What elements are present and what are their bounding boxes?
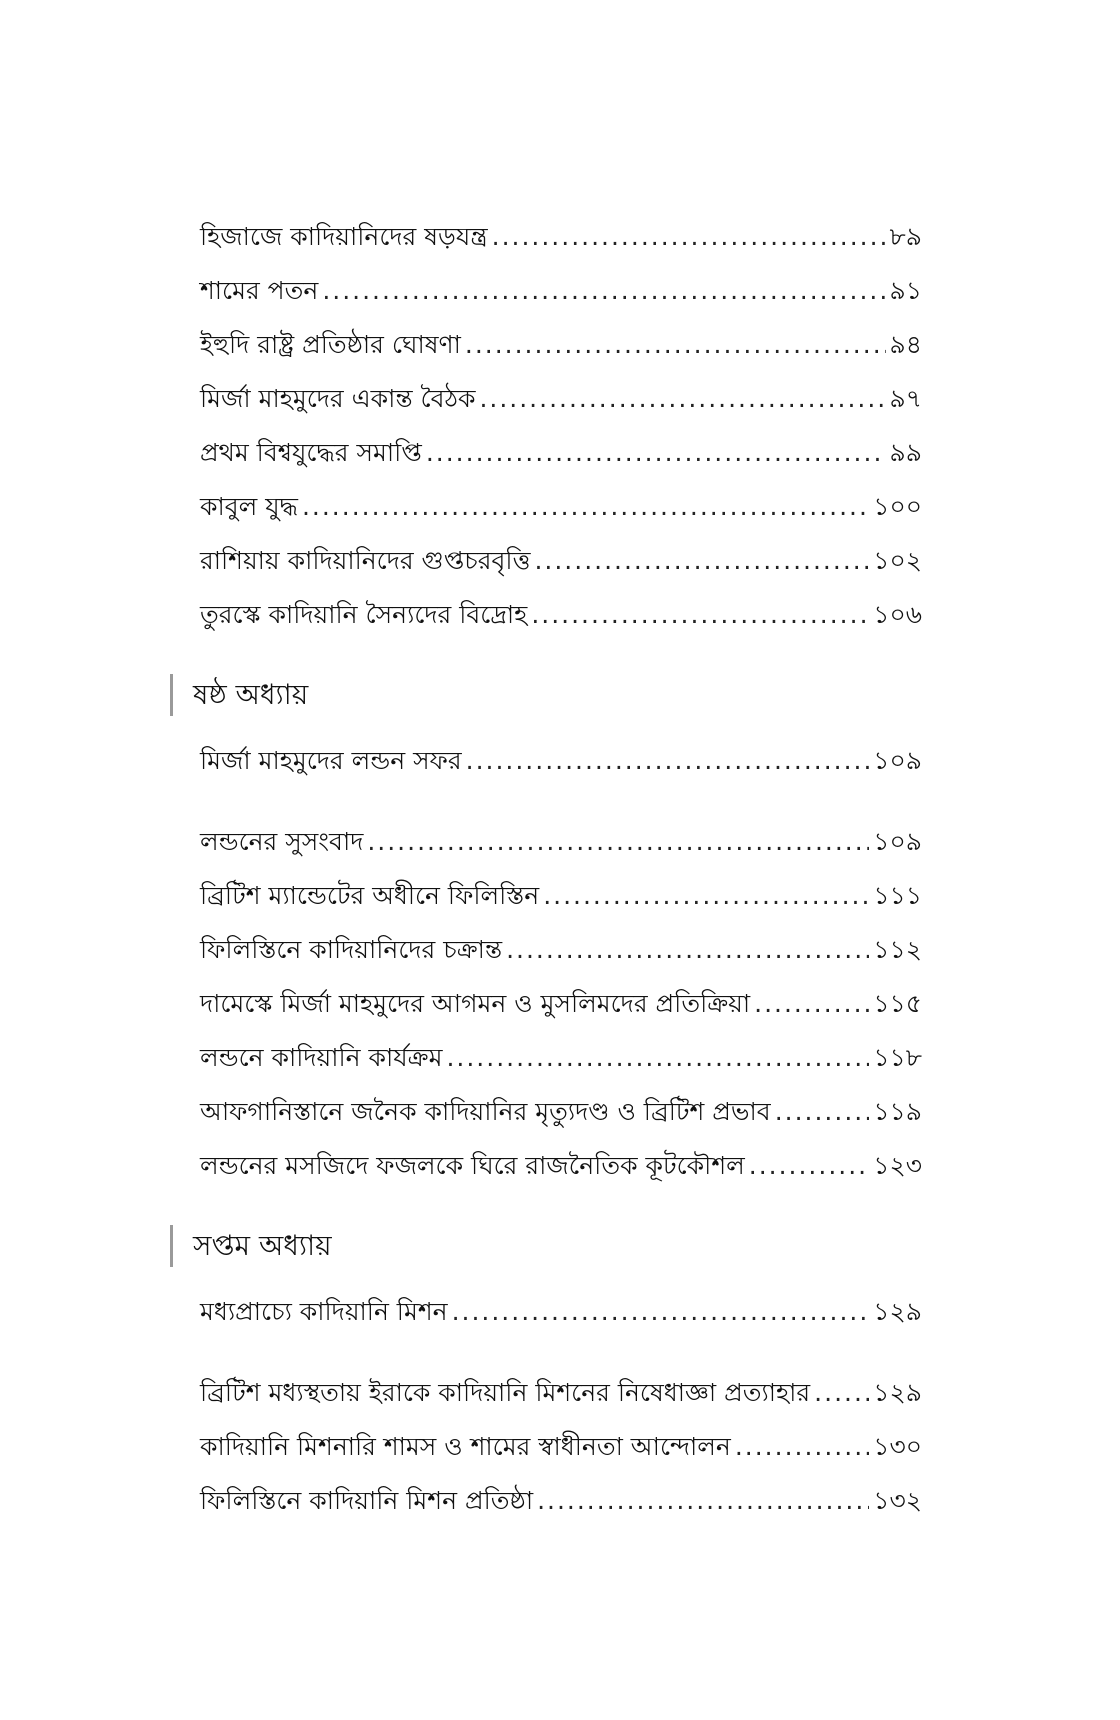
toc-entry — [200, 876, 922, 916]
toc-entry-title: ফিলিস্তিনে কাদিয়ানি মিশন প্রতিষ্ঠা — [200, 1486, 534, 1515]
toc-entry — [200, 217, 922, 257]
toc-entry-title: ব্রিটিশ ম্যান্ডেটের অধীনে ফিলিস্তিন — [200, 881, 540, 910]
toc-entry-page: ১০২ — [873, 546, 922, 575]
toc-entry-title: লন্ডনের সুসংবাদ — [200, 827, 364, 856]
toc-entry — [200, 822, 922, 862]
toc-entry-page: ৯১ — [889, 276, 922, 305]
dot-leader — [465, 325, 886, 365]
toc-entry-title: লন্ডনের মসজিদে ফজলকে ঘিরে রাজনৈতিক কূটকৌশল — [200, 1151, 745, 1180]
dot-leader — [466, 741, 870, 781]
toc-entry-page: ৮৯ — [889, 222, 922, 251]
dot-leader — [749, 1146, 870, 1186]
toc-entry-title: মধ্যপ্রাচ্যে কাদিয়ানি মিশন — [200, 1297, 448, 1326]
toc-entry-title: তুরস্কে কাদিয়ানি সৈন্যদের বিদ্রোহ — [200, 600, 528, 629]
toc-entry — [200, 1481, 922, 1521]
toc-entry-page: ১২৩ — [873, 1151, 922, 1180]
toc-entry-page: ৯৭ — [889, 384, 922, 413]
chapter-lead-entry — [200, 741, 922, 781]
toc-entry-page: ১১৮ — [873, 1043, 922, 1072]
toc-entry — [200, 984, 922, 1024]
toc-entry-page: ১০৬ — [873, 600, 922, 629]
toc-entry-title: ইহুদি রাষ্ট্র প্রতিষ্ঠার ঘোষণা — [200, 330, 461, 359]
toc-entry-page: ১১১ — [873, 881, 922, 910]
toc-entry-page: ১০৯ — [873, 746, 922, 775]
toc-entry — [200, 930, 922, 970]
dot-leader — [534, 541, 869, 581]
dot-leader — [537, 1481, 869, 1521]
dot-leader — [506, 930, 869, 970]
toc-entry-title: ব্রিটিশ মধ্যস্থতায় ইরাকে কাদিয়ানি মিশনের নিষেধাজ্ঞা প্রত্যাহার — [200, 1378, 811, 1407]
toc-entry-page: ১২৯ — [873, 1297, 922, 1326]
toc-entry — [200, 595, 922, 635]
dot-leader — [735, 1427, 869, 1467]
chapter-heading: সপ্তম অধ্যায় — [170, 1225, 332, 1267]
toc-entry — [200, 1146, 922, 1186]
dot-leader — [446, 1038, 869, 1078]
toc-entry-page: ১৩০ — [873, 1432, 922, 1461]
toc-entry-page: ১৩২ — [873, 1486, 922, 1515]
toc-entry — [200, 379, 922, 419]
dot-leader — [775, 1092, 870, 1132]
toc-entry — [200, 271, 922, 311]
toc-entry-title: লন্ডনে কাদিয়ানি কার্যক্রম — [200, 1043, 443, 1072]
toc-entry-title: শামের পতন — [200, 276, 319, 305]
toc-entry-title: দামেস্কে মির্জা মাহমুদের আগমন ও মুসলিমদের প্রতিক্রিয়া — [200, 989, 751, 1018]
dot-leader — [452, 1292, 870, 1332]
toc-entry-page: ১১৯ — [873, 1097, 922, 1126]
toc-entry-page: ১২৯ — [873, 1378, 922, 1407]
toc-entry-title: আফগানিস্তানে জনৈক কাদিয়ানির মৃত্যুদণ্ড ও ব্রিটিশ প্রভাব — [200, 1097, 771, 1126]
toc-entry-page: ১০৯ — [873, 827, 922, 856]
toc-entry-page: ১১৫ — [873, 989, 922, 1018]
toc-entry-page: ১০০ — [873, 492, 922, 521]
dot-leader — [302, 487, 869, 527]
dot-leader — [754, 984, 869, 1024]
toc-entry — [200, 1373, 922, 1413]
toc-entry — [200, 1092, 922, 1132]
toc-entry-title: রাশিয়ায় কাদিয়ানিদের গুপ্তচরবৃত্তি — [200, 546, 531, 575]
toc-entry-page: ১১২ — [873, 935, 922, 964]
dot-leader — [322, 271, 885, 311]
toc-entry-title: প্রথম বিশ্বযুদ্ধের সমাপ্তি — [200, 438, 422, 467]
dot-leader — [479, 379, 885, 419]
toc-entry — [200, 541, 922, 581]
toc-entry-title: মির্জা মাহমুদের লন্ডন সফর — [200, 746, 462, 775]
dot-leader — [543, 876, 869, 916]
toc-entry — [200, 487, 922, 527]
toc-entry-title: মির্জা মাহমুদের একান্ত বৈঠক — [200, 384, 476, 413]
toc-entry-title: কাবুল যুদ্ধ — [200, 492, 298, 521]
toc-entry-title: ফিলিস্তিনে কাদিয়ানিদের চক্রান্ত — [200, 935, 503, 964]
chapter-heading: ষষ্ঠ অধ্যায় — [170, 674, 308, 716]
toc-entry-title: হিজাজে কাদিয়ানিদের ষড়যন্ত্র — [200, 222, 488, 251]
dot-leader — [531, 595, 869, 635]
dot-leader — [814, 1373, 869, 1413]
toc-entry — [200, 1038, 922, 1078]
toc-entry-page: ৯৪ — [889, 330, 922, 359]
dot-leader — [426, 433, 886, 473]
dot-leader — [492, 217, 886, 257]
toc-entry — [200, 433, 922, 473]
chapter-lead-entry — [200, 1292, 922, 1332]
toc-entry — [200, 325, 922, 365]
dot-leader — [367, 822, 869, 862]
toc-entry-page: ৯৯ — [889, 438, 922, 467]
toc-entry-title: কাদিয়ানি মিশনারি শামস ও শামের স্বাধীনতা আন্দোলন — [200, 1432, 731, 1461]
toc-entry — [200, 1427, 922, 1467]
